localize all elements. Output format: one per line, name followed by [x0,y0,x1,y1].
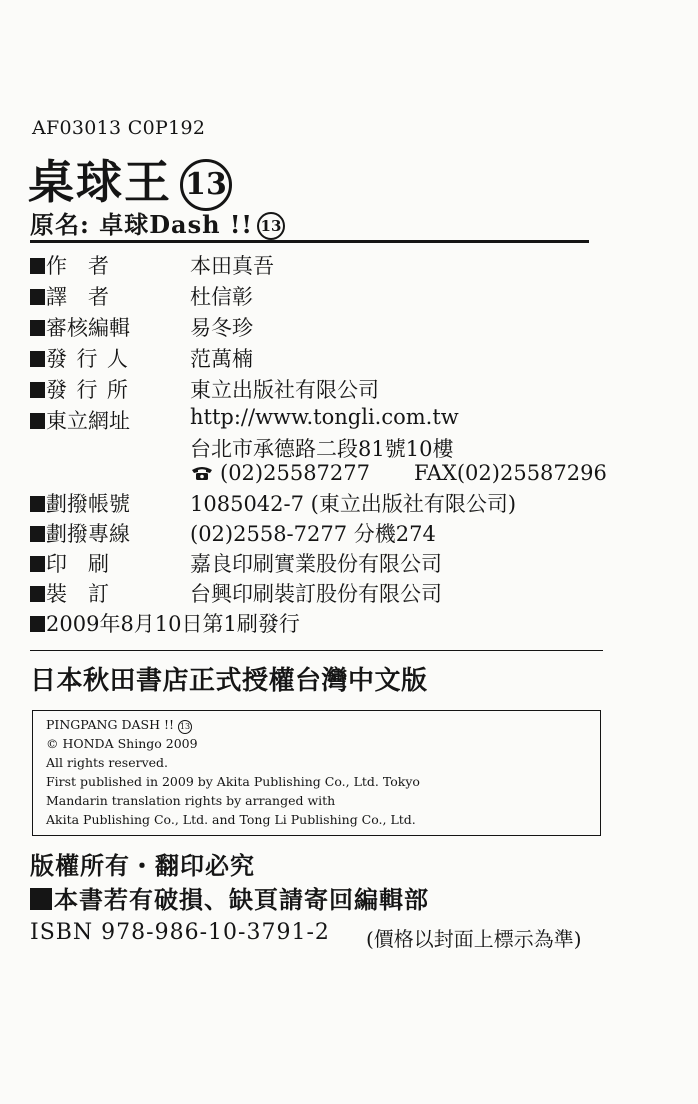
title-rule [30,240,589,243]
credit-row-author [30,250,610,280]
copyright-title [46,717,192,734]
phone-number [190,461,370,485]
price-note: (價格以封面上標示為準) [366,927,582,951]
section-divider [30,650,603,651]
credit-label: 劃撥專線 [30,518,130,548]
credit-row-translator [30,281,610,311]
credit-row-editor [30,312,610,342]
credit-label: 作 者 [30,250,109,280]
credit-row-publishing-house [30,374,610,404]
fax-number: FAX(02)25587296 [414,461,607,485]
credit-row-postal-line [30,518,610,548]
credit-value: 范萬楠 [190,347,253,371]
credit-row-binder [30,578,610,608]
copyright-line: Mandarin translation rights by arranged with [46,793,336,808]
damage-notice-text: 本書若有破損、缺頁請寄回編輯部 [54,885,429,914]
copyright-line: All rights reserved. [46,755,169,770]
credit-value: 易冬珍 [190,316,253,340]
license-statement: 日本秋田書店正式授權台灣中文版 [30,666,428,696]
credit-value: 嘉良印刷實業股份有限公司 [190,552,442,576]
copyright-line: Akita Publishing Co., Ltd. and Tong Li Publishing Co., Ltd. [46,812,416,827]
credit-value: 杜信彰 [190,285,253,309]
isbn: ISBN 978-986-10-3791-2 [30,920,330,945]
address: 台北市承德路二段81號10樓 [190,437,454,461]
credit-value: 1085042-7 (東立出版社有限公司) [190,492,517,516]
copyright-title-text: PINGPANG DASH !! [46,717,174,732]
credit-label: 審核編輯 [30,312,130,342]
credit-row-website [30,405,610,435]
original-title-text: 原名: 卓球Dash !! [30,210,253,239]
credit-value: (02)2558-7277 分機274 [190,522,436,546]
copyright-box [32,710,601,836]
publish-date: 2009年8月10日第1刷發行 [30,608,300,638]
book-title [28,146,232,212]
catalog-code: AF03013 C0P192 [32,117,206,139]
rights-notice: 版權所有・翻印必究 [30,851,255,880]
phone-text: (02)25587277 [220,461,370,485]
credit-row-printer [30,548,610,578]
credit-row-publisher [30,343,610,373]
copyright-line: First published in 2009 by Akita Publishing Co., Ltd. Tokyo [46,774,420,789]
original-title [30,205,285,240]
credit-label: 印 刷 [30,548,109,578]
website-link[interactable]: http://www.tongli.com.tw [190,405,459,429]
volume-number: 13 [180,159,232,211]
title-text: 桌球王 [28,155,172,209]
credit-label: 譯 者 [30,281,109,311]
credit-value: 台興印刷裝訂股份有限公司 [190,582,442,606]
copyright-volume: 13 [178,720,192,734]
credit-label: 發行所 [30,374,137,404]
credit-value: 本田真吾 [190,254,274,278]
original-volume-number: 13 [257,212,285,240]
credit-label: 東立網址 [30,405,130,435]
telephone-icon [190,465,214,481]
credit-value: 東立出版社有限公司 [190,378,379,402]
copyright-line: © HONDA Shingo 2009 [46,736,198,751]
credit-label: 裝 訂 [30,578,109,608]
publish-date-row [30,608,610,638]
damage-notice [30,880,429,915]
credit-label: 發行人 [30,343,137,373]
credit-label: 劃撥帳號 [30,488,130,518]
credit-row-postal-account [30,488,610,518]
